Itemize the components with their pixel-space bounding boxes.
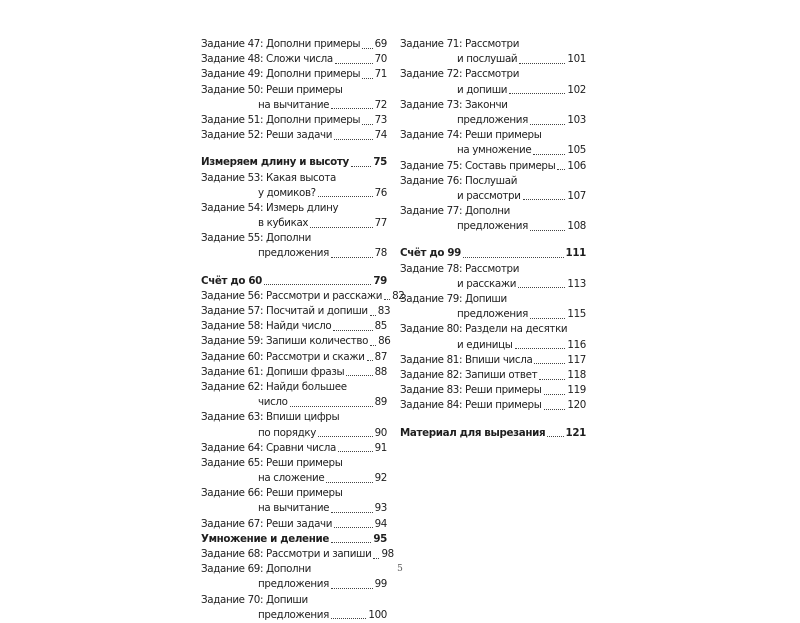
task-number: Задание 62: (201, 380, 264, 393)
entry-title: Рассмотри и расскажи (266, 289, 383, 302)
entry-title: в кубиках (258, 217, 309, 230)
toc-entry (201, 37, 387, 52)
entry-line (201, 113, 387, 128)
entry-title: предложения (258, 578, 329, 591)
page-ref: 82 (392, 289, 405, 302)
entry-line (201, 365, 387, 380)
entry-line (400, 98, 586, 113)
dot-leader (362, 123, 372, 125)
entry-line (400, 159, 586, 174)
toc-column-left (201, 37, 405, 623)
task-number: Задание 63: (201, 411, 264, 424)
dot-leader (331, 587, 373, 589)
page-ref: 89 (374, 396, 387, 409)
entry-title: Реши задачи (266, 129, 333, 142)
entry-title: Материал для вырезания (400, 426, 546, 439)
dot-leader (547, 435, 563, 437)
page-ref: 87 (374, 350, 388, 363)
dot-leader (346, 374, 372, 376)
dot-leader (463, 256, 564, 258)
spacer (400, 234, 586, 246)
entry-line (201, 171, 387, 186)
page-ref: 113 (567, 277, 586, 290)
task-number: Задание 51: (201, 113, 264, 126)
page-ref: 71 (374, 68, 387, 81)
entry-line (201, 304, 391, 319)
toc-entry (201, 113, 387, 128)
toc-entry (201, 67, 387, 82)
entry-title: предложения (457, 308, 528, 321)
page-ref: 70 (374, 53, 387, 66)
page-ref: 72 (374, 98, 387, 111)
entry-line (201, 547, 394, 562)
entry-line (201, 532, 387, 547)
entry-line (201, 395, 387, 410)
dot-leader (331, 617, 366, 619)
dot-leader (509, 92, 565, 94)
toc-entry (201, 52, 387, 67)
page-ref: 90 (374, 426, 387, 439)
dot-leader (534, 362, 565, 364)
page-ref: 108 (567, 220, 586, 233)
entry-line (201, 380, 387, 395)
page-ref: 121 (565, 426, 586, 439)
page-ref: 107 (567, 189, 586, 202)
dot-leader (519, 62, 565, 64)
entry-title: Какая высота (266, 171, 336, 184)
toc-section (400, 426, 586, 441)
page-ref: 102 (567, 83, 586, 96)
page-ref: 73 (374, 113, 387, 126)
entry-title: предложения (258, 608, 329, 621)
dot-leader (515, 347, 566, 349)
task-number: Задание 53: (201, 171, 264, 184)
entry-title: Реши примеры (266, 83, 343, 96)
entry-line (201, 441, 387, 456)
toc-entry (201, 350, 387, 365)
page-ref: 85 (374, 320, 387, 333)
entry-line (400, 338, 586, 353)
entry-title: Допиши фразы (266, 365, 345, 378)
task-number: Задание 71: (400, 38, 463, 50)
entry-line (201, 456, 387, 471)
entry-line (400, 143, 586, 158)
entry-line (201, 517, 387, 532)
entry-line (400, 113, 586, 128)
entry-title: Реши примеры (465, 129, 542, 142)
entry-title: Счёт до 99 (400, 247, 461, 260)
entry-line (201, 128, 387, 143)
entry-line (201, 486, 387, 501)
entry-title: Впиши цифры (266, 411, 340, 424)
entry-line (400, 83, 586, 98)
page-ref: 106 (567, 159, 586, 172)
toc-entry (400, 128, 586, 158)
entry-title: предложения (457, 113, 528, 126)
toc-entry (400, 383, 586, 398)
task-number: Задание 58: (201, 320, 264, 333)
dot-leader (370, 344, 376, 346)
page-ref: 74 (374, 129, 387, 142)
toc-entry (400, 159, 586, 174)
toc-entry (400, 204, 586, 234)
page-ref: 86 (378, 335, 391, 348)
task-number: Задание 48: (201, 53, 264, 66)
entry-title: Найди число (266, 320, 332, 333)
dot-leader (530, 123, 565, 125)
page-ref: 117 (567, 353, 586, 366)
entry-line (400, 246, 586, 261)
entry-line (201, 98, 387, 113)
task-number: Задание 64: (201, 441, 264, 454)
toc-entry (201, 83, 387, 113)
entry-title: Допиши (266, 593, 308, 606)
entry-title: Дополни примеры (266, 113, 361, 126)
task-number: Задание 78: (400, 262, 463, 275)
task-number: Задание 50: (201, 83, 264, 96)
entry-line (201, 67, 387, 82)
dot-leader (264, 283, 371, 285)
entry-title: Найди большее (266, 380, 347, 393)
entry-line (201, 289, 405, 304)
entry-title: и допиши (457, 83, 508, 96)
task-number: Задание 60: (201, 350, 264, 363)
entry-title: Рассмотри (465, 262, 520, 275)
toc-section (201, 532, 387, 547)
dot-leader (326, 481, 372, 483)
task-number: Задание 69: (201, 563, 264, 576)
entry-line (400, 292, 586, 307)
entry-title: Дополни (266, 563, 311, 576)
entry-line (201, 334, 391, 349)
dot-leader (331, 107, 372, 109)
entry-title: и рассмотри (457, 189, 521, 202)
page-ref: 95 (373, 532, 387, 545)
entry-title: по порядку (258, 426, 316, 439)
entry-title: предложения (258, 247, 329, 260)
dot-leader (523, 198, 566, 200)
task-number: Задание 61: (201, 365, 264, 378)
entry-line (201, 426, 387, 441)
toc-entry (201, 201, 387, 231)
task-number: Задание 73: (400, 98, 463, 111)
dot-leader (335, 62, 373, 64)
task-number: Задание 74: (400, 129, 463, 142)
entry-title: Дополни примеры (266, 38, 361, 50)
dot-leader (362, 77, 372, 79)
entry-title: число (258, 396, 288, 409)
entry-title: Измерь длину (266, 201, 339, 214)
toc-section (201, 155, 387, 170)
dot-leader (334, 138, 372, 140)
toc-entry (201, 231, 387, 261)
entry-title: Сравни числа (266, 441, 336, 454)
entry-title: Закончи (465, 98, 508, 111)
page-ref: 79 (373, 274, 387, 287)
toc-entry (201, 289, 405, 304)
entry-line (201, 350, 387, 365)
entry-line (201, 231, 387, 246)
entry-title: Рассмотри (465, 68, 520, 81)
entry-line (400, 67, 586, 82)
page-ref: 92 (374, 472, 387, 485)
entry-line (400, 322, 586, 337)
toc-section (201, 274, 387, 289)
page-ref: 98 (381, 548, 394, 560)
entry-line (400, 128, 586, 143)
entry-line (201, 274, 387, 289)
dot-leader (333, 329, 372, 331)
entry-line (201, 410, 387, 425)
entry-title: и послушай (457, 53, 518, 66)
entry-title: у домиков? (258, 186, 316, 199)
dot-leader (310, 226, 372, 228)
entry-title: Умножение и деление (201, 532, 329, 545)
entry-title: Дополни (465, 205, 510, 218)
entry-title: Запиши ответ (465, 368, 538, 381)
task-number: Задание 54: (201, 201, 264, 214)
entry-title: Запиши количество (266, 335, 369, 348)
entry-title: предложения (457, 220, 528, 233)
entry-title: Счёт до 60 (201, 274, 262, 287)
toc-entry (201, 334, 391, 349)
entry-line (400, 277, 586, 292)
entry-line (201, 319, 387, 334)
page-ref: 103 (567, 113, 586, 126)
entry-line (201, 608, 387, 623)
entry-line (400, 307, 586, 322)
task-number: Задание 81: (400, 353, 463, 366)
page-ref: 100 (368, 608, 387, 621)
dot-leader (338, 450, 373, 452)
entry-title: Дополни примеры (266, 68, 361, 81)
page-ref: 78 (374, 247, 387, 260)
entry-title: Впиши числа (465, 353, 533, 366)
task-number: Задание 49: (201, 68, 264, 81)
dot-leader (318, 195, 373, 197)
toc-section (400, 246, 586, 261)
entry-line (201, 201, 387, 216)
spacer (201, 262, 387, 274)
entry-line (400, 174, 586, 189)
toc-entry (201, 410, 387, 440)
entry-title: на умножение (457, 144, 532, 157)
entry-title: Допиши (465, 293, 507, 305)
spacer (400, 414, 586, 426)
task-number: Задание 52: (201, 129, 264, 142)
entry-title: Реши примеры (266, 487, 343, 500)
dot-leader (290, 405, 373, 407)
page-ref: 93 (374, 502, 387, 515)
toc-entry (400, 37, 586, 67)
entry-line (201, 37, 387, 52)
page-ref: 94 (374, 517, 387, 530)
entry-line (400, 219, 586, 234)
entry-title: и расскажи (457, 277, 517, 290)
task-number: Задание 83: (400, 384, 463, 397)
toc-entry (201, 441, 387, 456)
task-number: Задание 57: (201, 305, 264, 317)
entry-title: Рассмотри и скажи (266, 350, 365, 363)
entry-line (201, 246, 387, 261)
dot-leader (370, 314, 376, 316)
entry-line (400, 383, 586, 398)
entry-line (201, 186, 387, 201)
toc-entry (400, 292, 586, 322)
dot-leader (557, 168, 565, 170)
dot-leader (533, 153, 565, 155)
entry-line (201, 155, 387, 170)
task-number: Задание 79: (400, 293, 463, 305)
entry-title: и единицы (457, 338, 513, 351)
task-number: Задание 72: (400, 68, 463, 81)
page-ref: 88 (374, 365, 387, 378)
entry-title: Рассмотри (465, 38, 520, 50)
task-number: Задание 67: (201, 517, 264, 530)
dot-leader (544, 393, 566, 395)
toc-entry (201, 517, 387, 532)
page-ref: 111 (565, 247, 586, 260)
toc-entry (201, 304, 391, 319)
dot-leader (384, 298, 390, 300)
task-number: Задание 47: (201, 38, 264, 50)
toc-entry (201, 456, 387, 486)
toc-entry (400, 353, 586, 368)
entry-title: Реши задачи (266, 517, 333, 530)
task-number: Задание 76: (400, 174, 463, 187)
toc-entry (400, 322, 586, 352)
entry-line (400, 204, 586, 219)
page-ref: 101 (567, 53, 586, 66)
entry-line (400, 398, 586, 413)
entry-title: Раздели на десятки (465, 323, 568, 336)
toc-entry (201, 171, 387, 201)
dot-leader (518, 286, 565, 288)
toc-entry (400, 398, 586, 413)
page-ref: 120 (567, 399, 586, 412)
page-ref: 75 (373, 156, 387, 169)
toc-entry (201, 593, 387, 623)
entry-title: Сложи числа (266, 53, 333, 66)
dot-leader (544, 408, 566, 410)
entry-title: Составь примеры (465, 159, 556, 172)
entry-line (201, 593, 387, 608)
page-ref: 118 (567, 368, 586, 381)
page-ref: 99 (374, 578, 387, 591)
entry-title: Дополни (266, 232, 311, 245)
page-ref: 119 (567, 384, 586, 397)
dot-leader (334, 526, 372, 528)
task-number: Задание 65: (201, 456, 264, 469)
dot-leader (530, 317, 565, 319)
toc-entry (400, 262, 586, 292)
page-ref: 76 (374, 186, 387, 199)
entry-line (400, 426, 586, 441)
page-ref: 77 (374, 217, 387, 230)
entry-title: Реши примеры (465, 384, 542, 397)
task-number: Задание 82: (400, 368, 463, 381)
toc-entry (400, 368, 586, 383)
task-number: Задание 55: (201, 232, 264, 245)
toc-entry (201, 547, 394, 562)
entry-title: Посчитай и допиши (266, 305, 368, 317)
task-number: Задание 70: (201, 593, 264, 606)
entry-line (400, 37, 586, 52)
dot-leader (351, 165, 371, 167)
task-number: Задание 77: (400, 205, 463, 218)
entry-title: на сложение (258, 472, 325, 485)
entry-line (201, 83, 387, 98)
entry-line (400, 368, 586, 383)
toc-entry (201, 319, 387, 334)
task-number: Задание 75: (400, 159, 463, 172)
entry-title: Послушай (465, 174, 518, 187)
dot-leader (530, 229, 565, 231)
entry-title: Реши примеры (266, 456, 343, 469)
dot-leader (318, 435, 373, 437)
dot-leader (331, 541, 371, 543)
page-ref: 91 (374, 441, 387, 454)
toc-entry (400, 174, 586, 204)
page-ref: 115 (567, 308, 586, 321)
entry-line (400, 52, 586, 67)
toc-entry (400, 67, 586, 97)
page-ref: 69 (374, 38, 387, 50)
task-number: Задание 56: (201, 289, 264, 302)
toc-column-right (400, 37, 586, 441)
entry-title: Измеряем длину и высоту (201, 156, 349, 169)
entry-line (201, 216, 387, 231)
entry-line (400, 262, 586, 277)
task-number: Задание 84: (400, 399, 463, 412)
dot-leader (331, 511, 372, 513)
toc-entry (201, 365, 387, 380)
toc-entry (201, 380, 387, 410)
page-ref: 83 (377, 305, 391, 317)
dot-leader (362, 47, 372, 49)
task-number: Задание 66: (201, 487, 264, 500)
page-ref: 105 (567, 144, 586, 157)
dot-leader (373, 557, 379, 559)
entry-line (201, 577, 387, 592)
page-ref: 116 (567, 338, 586, 351)
entry-title: на вычитание (258, 502, 330, 515)
task-number: Задание 59: (201, 335, 264, 348)
toc-entry (201, 486, 387, 516)
dot-leader (539, 378, 565, 380)
dot-leader (331, 256, 373, 258)
entry-line (201, 52, 387, 67)
spacer (201, 143, 387, 155)
entry-title: Реши примеры (465, 399, 542, 412)
entry-line (201, 501, 387, 516)
dot-leader (367, 359, 373, 361)
entry-line (400, 189, 586, 204)
page-number: 5 (397, 564, 403, 574)
entry-title: на вычитание (258, 98, 330, 111)
entry-title: Рассмотри и запиши (266, 548, 372, 560)
task-number: Задание 80: (400, 323, 463, 336)
task-number: Задание 68: (201, 548, 264, 560)
entry-line (400, 353, 586, 368)
toc-entry (400, 98, 586, 128)
toc-entry (201, 128, 387, 143)
entry-line (201, 471, 387, 486)
